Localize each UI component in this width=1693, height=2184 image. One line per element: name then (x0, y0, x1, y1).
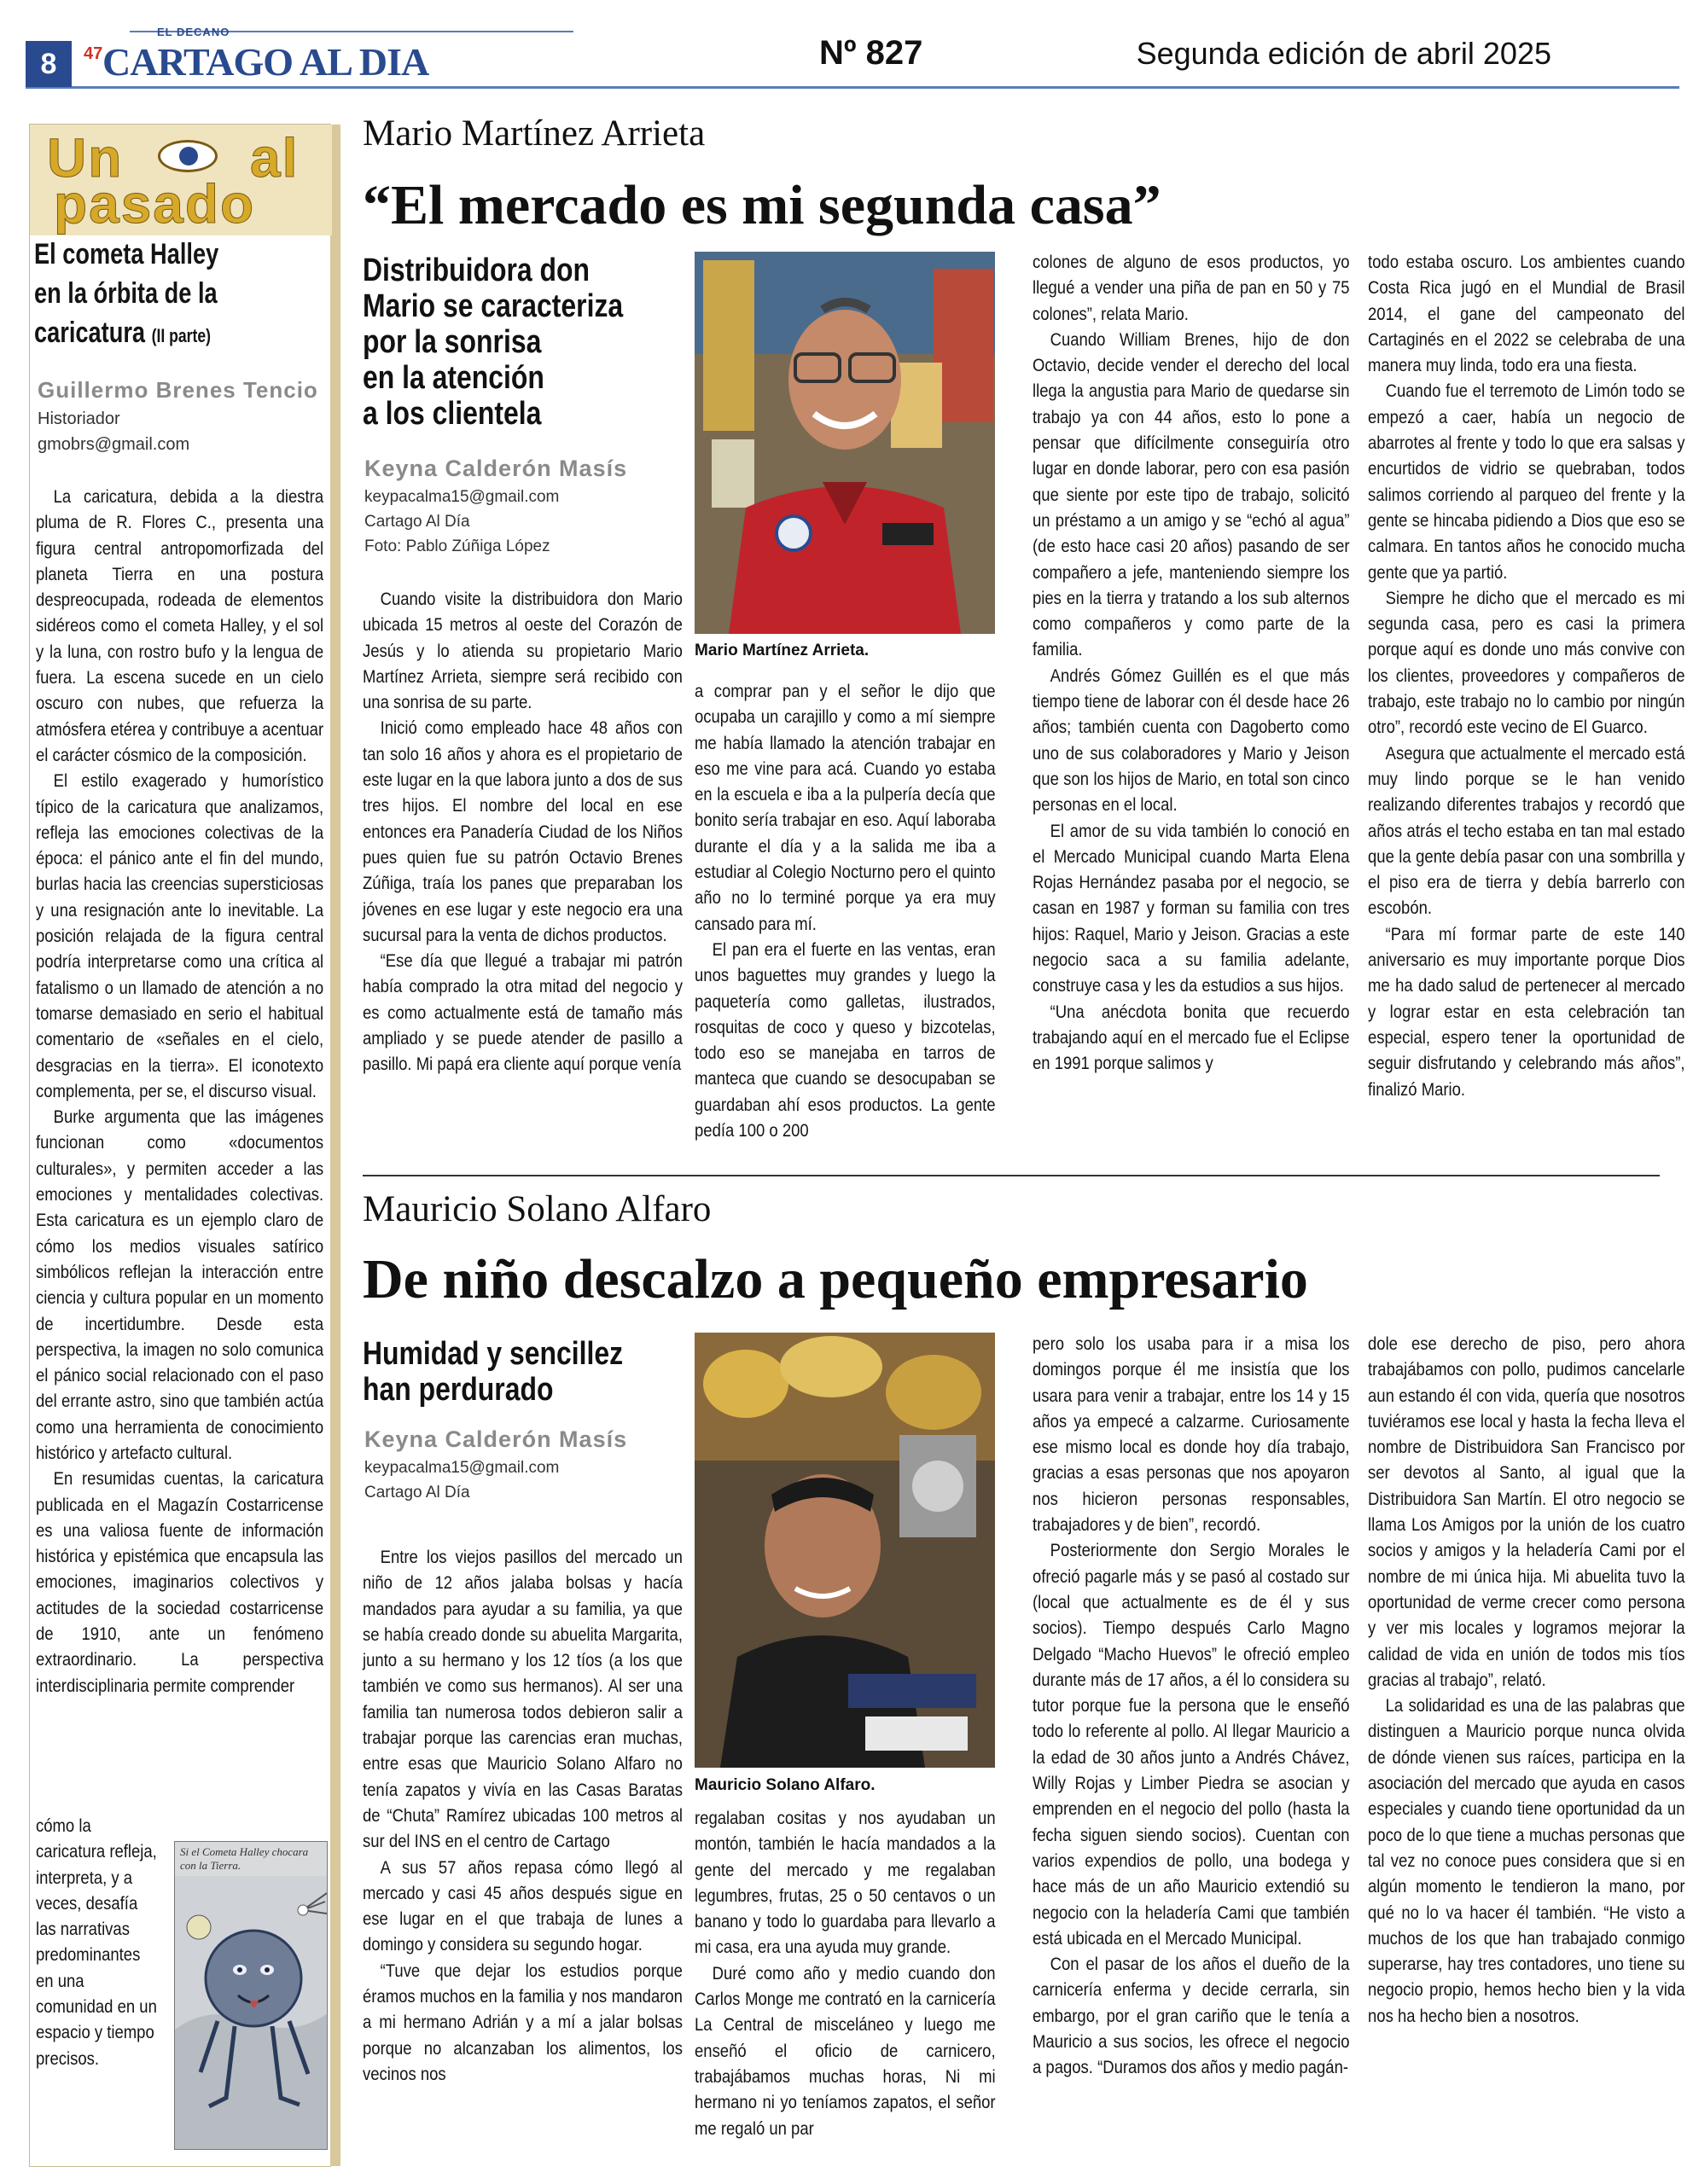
subhead-line: por la sonrisa (363, 324, 542, 360)
article1-column-3 (1033, 249, 1350, 1077)
paragraph: Andrés Gómez Guillén es el que más tiempo tiene de laborar con él desde hace 26 años; también cuenta con Dagoberto como uno de sus colaboradores y Mario y Jeison que son los hijos de Mario, en total son cinco personas en el local. (1033, 665, 1350, 816)
article1-subject-name: Mario Martínez Arrieta (363, 113, 706, 154)
caricature-drawing (175, 1876, 328, 2150)
paragraph: Con el pasar de los años el dueño de la carnicería enferma y decide cerrarla, sin embargo, por el gran cariño que le tenía a Mauricio a sus socios, les ofrece el negocio a pagos. “Duramos dos años y medio pagán- (1033, 1954, 1350, 2078)
halley-caricature-image (174, 1841, 328, 2150)
column-title-line: en la órbita de la (34, 277, 218, 310)
paragraph: A sus 57 años repasa cómo llegó al mercado y casi 45 años después sigue en ese lugar en el que trabaja de lunes a domingo y considera su segundo hogar. (363, 1856, 683, 1955)
article2-subhead (363, 1336, 623, 1408)
banner-word-al: al (250, 127, 300, 189)
author-outlet: Cartago Al Día (364, 513, 470, 531)
issue-number: Nº 827 (819, 34, 923, 72)
paragraph: Posteriormente don Sergio Morales le ofreció pagarle más y se pasó al costado sur (local que actualmente es de él y sus socios). Tiempo después Carlo Magno Delgado “Macho Huevos” le ofreció empleo durante más de 17 años, a él lo considera su tutor porque fue la persona que le enseñó todo lo referente al pollo. Al llegar Mauricio a la edad de 30 años junto a Andrés Chávez, Willy Rojas y Limber Piedra se asocian y emprenden en el negocio del pollo (hasta la fecha siguen siendo socios). Cuentan con varios expendios de pollo, una bodega y hace más de un año Mauricio extendió su negocio con la heladería Cami que también está ubicada en el Mercado Municipal. (1033, 1540, 1350, 1949)
subhead-line: Distribuidora don (363, 253, 590, 288)
article1-column-1 (363, 586, 683, 1077)
column-body (36, 484, 323, 1699)
photo-credit: Foto: Pablo Zúñiga López (364, 537, 550, 555)
subhead-line: en la atención (363, 360, 544, 396)
article2-author-meta (364, 1455, 559, 1505)
paragraph: colones de alguno de esos productos, yo llegué a vender una piña de pan en 50 y 75 colones”, relata Mario. (1033, 252, 1350, 324)
column-body-tail (36, 1813, 158, 2071)
author-email: keypacalma15@gmail.com (364, 488, 560, 506)
newspaper-logo (79, 26, 522, 87)
paragraph: “Una anécdota bonita que recuerdo trabajando aquí en el mercado fue el Eclipse en 1991 porque salimos y (1033, 1001, 1350, 1074)
article1-author: Keyna Calderón Masís (364, 456, 628, 481)
column-author: Guillermo Brenes Tencio (38, 377, 318, 403)
article1-headline: “El mercado es mi segunda casa” (363, 174, 1161, 236)
paragraph: Inició como empleado hace 48 años con tan solo 16 años y ahora es el propietario de este lugar en la que labora junto a dos de sus tres hijos. El nombre del local en ese entonces era Panadería Ciudad de los Niños pues quien fue su patrón Octavio Brenes Zúñiga, traía los panes que preparaban los jóvenes en ese lugar y este negocio era una sucursal para la venta de dichos productos. (363, 717, 683, 945)
page-header (26, 24, 1679, 89)
article2-photo-caption: Mauricio Solano Alfaro. (695, 1776, 876, 1794)
article2-headline: De niño descalzo a pequeño empresario (363, 1248, 1308, 1310)
logo-name: CARTAGO AL DIA (102, 40, 429, 84)
paragraph: El estilo exagerado y humorístico típico de la caricatura que analizamos, refleja las emociones colectivas de la época: el pánico ante el fin del mundo, burlas hacia las creencias supersticiosas y una resignación ante lo inevitable. La posición relajada de la figura central podría interpretarse como una crítica al fatalismo o un llamado de atención a no tomarse demasiado en serio el habitual comentario de «señales en el cielo, desgracias en la tierra». El iconotexto complementa, per se, el discurso visual. (36, 770, 324, 1101)
article2-subject-name: Mauricio Solano Alfaro (363, 1189, 712, 1229)
edition-label: Segunda edición de abril 2025 (1136, 36, 1551, 71)
column-title-line: El cometa Halley (34, 238, 219, 270)
article1-author-meta (364, 485, 559, 559)
article2-photo (695, 1333, 995, 1768)
article2-column-4 (1368, 1331, 1685, 2029)
paragraph: La solidaridad es una de las palabras que distinguen a Mauricio porque nunca olvida de dónde vienen sus raíces, participa en la asociación del mercado que ayuda en casos especiales y cuando tiene oportunidad da un poco de lo que tiene a muchas personas que tal vez no conoce pues considera que si en algún momento le tendieron la mano, por qué no lo va hacer él también. “He visto a muchos de los que han trabajado conmigo superarse, hay tres contadores, uno tiene su negocio propio, hemos hecho bien y la vida nos ha hecho bien a nosotros. (1368, 1695, 1685, 2026)
banner-word-un: Un (47, 127, 124, 189)
paragraph: Asegura que actualmente el mercado está muy lindo porque se le han venido realizando diferentes trabajos y recordó que años atrás el techo estaba en tan mal estado que la gente debía pasar con una sombrilla y el piso era de tierra y debía barrerlo con escobón. (1368, 742, 1685, 919)
portrait-mauricio (695, 1333, 995, 1768)
paragraph: “Ese día que llegué a trabajar mi patrón había comprado la otra mitad del negocio y es como actualmente está de tamaño más ampliado y se puede atender de pasillo a pasillo. Mi papá era cliente aquí porque venía (363, 950, 683, 1075)
column-title-word: caricatura (34, 317, 146, 349)
column-title (34, 235, 307, 356)
author-outlet: Cartago Al Día (364, 1484, 470, 1502)
caricature-caption: Si el Cometa Halley chocara con la Tierra. (180, 1845, 309, 1872)
subhead-line: han perdurado (363, 1372, 554, 1408)
paragraph: Cuando fue el terremoto de Limón todo se empezó a caer, había un negocio de abarrotes al frente y todo lo que era salsas y encurtidos de vidrio se quebraban, todos salimos corriendo al parqueo del frente y la gente se hincaba pidiendo a Dios que eso se calmara. En tantos años he conocido mucha gente que ya partió. (1368, 380, 1685, 583)
paragraph: Cuando William Brenes, hijo de don Octavio, decide vender el derecho del local llega la angustia para Mario de quedarse sin trabajo ya con 44 años, esto lo pone a pensar que difícilmente conseguiría otro lugar en donde laborar, pero con esa pasión que siente por este tipo de trabajo, solicitó un préstamo a un amigo y se “echó al agua” (de esto hace casi 20 años) pasando de ser compañero a jefe, manteniendo siempre los pies en la tierra y tratando a los sub alternos como compañeros y como parte de la familia. (1033, 328, 1350, 660)
article2-column-3 (1033, 1331, 1350, 2081)
subhead-line: a los clientela (363, 396, 542, 432)
banner-word-pasado: pasado (54, 173, 256, 235)
paragraph: todo estaba oscuro. Los ambientes cuando Costa Rica jugó en el Mundial de Brasil 2014, el gane del campeonato del Cartaginés en el 2022 se celebraba de una manera muy linda, todo era una fiesta. (1368, 252, 1685, 376)
paragraph: El pan era el fuerte en las ventas, eran unos baguettes muy grandes y luego la paquetería como galletas, ilustrados, rosquitas de coco y queso y bizcotelas, todo eso se manejaba en tarros de manteca que cuando se desocupaban se guardaban ahí esos productos. La gente pedía 100 o 200 (695, 938, 996, 1141)
column-title-line (34, 313, 307, 356)
article1-column-4 (1368, 249, 1685, 1102)
article-divider (363, 1175, 1660, 1176)
column-author-email: gmobrs@gmail.com (38, 435, 190, 454)
paragraph: La caricatura, debida a la diestra pluma de R. Flores C., presenta una figura central antropomorfizada del planeta Tierra en una postura despreocupada, rodeada de elementos sidéreos como el cometa Halley, y el sol y la luna, con rostro bufo y la lengua de fuera. La escena sucede en un cielo oscuro con nubes, que refuerza la atmósfera etérea y contribuye a acentuar el carácter cósmico de la composición. (36, 486, 324, 765)
paragraph: “Tuve que dejar los estudios porque éramos muchos en la familia y nos mandaron a mi hermano Adrián y a mí a jalar bolsas porque no alcanzaban los alimentos, los vecinos nos (363, 1960, 683, 2084)
paragraph: El amor de su vida también lo conoció en el Mercado Municipal cuando Marta Elena Rojas Hernández pasaba por el negocio, se casan en 1987 y forman su familia con tres hijos: Raquel, Mario y Jeison. Gracias a este negocio saca a su familia adelante, construye casa y les da estudios a sus hijos. (1033, 820, 1350, 996)
column-author-role: Historiador (38, 410, 120, 428)
paragraph: cómo la caricatura refleja, interpreta, y a veces, desafía las narrativas predominantes en una comunidad en un espacio y tiempo precisos. (36, 1815, 157, 2069)
article1-column-2 (695, 678, 996, 1143)
article1-subhead (363, 253, 623, 432)
subhead-line: Humidad y sencillez (363, 1336, 624, 1372)
paragraph: dole ese derecho de piso, pero ahora trabajábamos con pollo, pudimos cancelarle aun estando él con vida, quería que nosotros tuviéramos ese local y hasta la fecha lleva el nombre de Distribuidora San Francisco por ser devotos al Santo, al igual que la Distribuidora San Martín. El otro negocio se llama Los Amigos por la unión de los cuatro socios y amigos y la heladería Cami por el nombre de mi única hija. Mi abuelita tuvo la oportunidad de verme crecer como persona y ver mis locales y logramos mejorar la calidad de vida en unión de todos mis tíos gracias al trabajo”, relató. (1368, 1333, 1685, 1690)
sidebar-border-bar (330, 125, 340, 2166)
paragraph: pero solo los usaba para ir a misa los domingos porque él me insistía que los usara para venir a trabajar, entre los 14 y 15 años ya empecé a calzarme. Curiosamente ese mismo local es donde hoy día trabajo, gracias a esas personas que nos apoyaron nos hicieron personas responsables, trabajadores y de bien”, recordó. (1033, 1333, 1350, 1536)
paragraph: “Para mí formar parte de este 140 aniversario es muy importante porque Dios me ha dado salud de pertenecer al mercado y lograr estar en esta celebración tan especial, espero tener la oportunidad de seguir disfrutando y celebrando más años”, finalizó Mario. (1368, 923, 1685, 1100)
paragraph: regalaban cositas y nos ayudaban un montón, también le hacía mandados a la gente del mercado y me regalaban legumbres, frutas, 25 o 50 centavos o un banano y todo lo guardaba para llevarlo a mi casa, era una ayuda muy grande. (695, 1808, 996, 1958)
paragraph: a comprar pan y el señor le dijo que ocupaba un carajillo y como a mí siempre me había llamado la atención trabajar en eso me vine para acá. Cuando yo estaba en la escuela e iba a la pulpería decía que bonito sería trabajar en eso. Aquí laboraba durante el día y a la salida me iba a estudiar al Colegio Nocturno pero el quinto año no lo terminé porque ya era muy cansado para mí. (695, 681, 996, 934)
paragraph: Siempre he dicho que el mercado es mi segunda casa, pero es casi la primera porque aquí es donde uno más convive con los clientes, proveedores y compañeros de trabajo, este trabajo no lo cambio por ningún otro”, recordó este vecino de El Guarco. (1368, 587, 1685, 738)
logo-number: 47 (84, 44, 103, 63)
article2-column-1 (363, 1544, 683, 2087)
paragraph: Duré como año y medio cuando don Carlos Monge me contrató en la carnicería La Central de misceláneo y luego me enseñó el oficio de carnicero, trabajábamos muchas horas, Ni mi hermano ni yo teníamos zapatos, el señor me regaló un par (695, 1962, 996, 2139)
paragraph: Burke argumenta que las imágenes funcionan como «documentos culturales», y permiten acceder a las emociones y mentalidades colectivas. Esta caricatura es un ejemplo claro de cómo los medios visuales satírico simbólicos reflejan la interacción entre ciencia y cultura popular en un momento de incertidumbre. Desde esta perspectiva, la imagen no solo comunica el pánico social relacionado con el paso del errante astro, sino que también actúa como una herramienta de conocimiento histórico y artefacto cultural. (36, 1107, 324, 1463)
eye-icon (158, 140, 218, 172)
article2-column-2 (695, 1805, 996, 2141)
author-email: keypacalma15@gmail.com (364, 1459, 560, 1477)
column-title-part: (II parte) (151, 325, 212, 346)
paragraph: Cuando visite la distribuidora don Mario ubicada 15 metros al oeste del Corazón de Jesús y lo atienda su propietario Mario Martínez Arrieta, siempre será recibido con una sonrisa de su parte. (363, 589, 683, 713)
article1-photo (695, 252, 995, 634)
article2-author: Keyna Calderón Masís (364, 1426, 628, 1452)
column-banner (30, 125, 332, 235)
paragraph: En resumidas cuentas, la caricatura publicada en el Magazín Costarricense es una valiosa fuente de información histórica y epistémica que encapsula las emociones, imaginarios colectivos y actitudes de la sociedad costarricense de 1910, ante un fenómeno extraordinario. La perspectiva interdisciplinaria permite comprender (36, 1468, 324, 1696)
subhead-line: Mario se caracteriza (363, 288, 624, 324)
page-number: 8 (26, 41, 72, 87)
article1-photo-caption: Mario Martínez Arrieta. (695, 642, 870, 659)
portrait-mario (695, 252, 995, 634)
paragraph: Entre los viejos pasillos del mercado un niño de 12 años jalaba bolsas y hacía mandados para ayudar a su familia, ya que se había creado donde su abuelita Margarita, junto a su hermano y los 12 tíos (a los que también ve como sus hermanos). Al ser una familia tan numerosa todos debieron salir a trabajar porque las carencias eran muchas, entre esas que Mauricio Solano Alfaro no tenía zapatos y vivía en las Casas Baratas de “Chuta” Ramírez ubicadas 100 metros al sur del INS en el centro de Cartago (363, 1547, 683, 1852)
logo-tagline: EL DECANO (157, 26, 230, 38)
